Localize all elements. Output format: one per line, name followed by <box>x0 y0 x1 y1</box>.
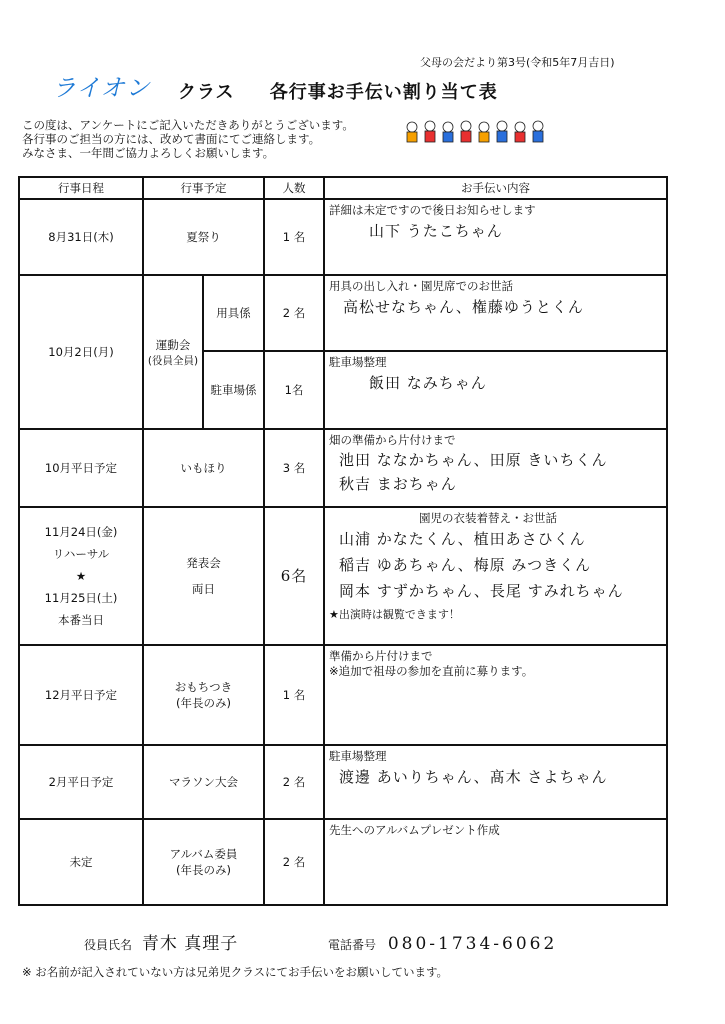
task-description: 駐車場整理 <box>329 355 387 369</box>
task-description: 用具の出し入れ・園児席でのお世話 <box>329 279 513 293</box>
children-illustration-icon <box>402 118 552 152</box>
row-date: 2月平日予定 <box>19 745 143 819</box>
event-sub: (年長のみ) <box>176 863 231 877</box>
handwritten-names: 高松せなちゃん、権藤ゆうとくん <box>343 298 584 316</box>
event-sub: (年長のみ) <box>176 696 231 710</box>
event-sub: 両日 <box>192 582 215 596</box>
intro-line: 各行事のご担当の方には、改めて書面にてご連絡します。 <box>22 132 321 146</box>
event-sub: (役員全員) <box>147 354 199 367</box>
header-date: 行事日程 <box>19 177 143 199</box>
task-description: 園児の衣装着替え・お世話 <box>419 511 557 525</box>
row-date: 10月2日(月) <box>19 275 143 429</box>
row-event <box>143 819 264 905</box>
table-row <box>19 429 667 507</box>
handwritten-names: 渡邊 あいりちゃん、髙木 さよちゃん <box>339 768 608 786</box>
task-description: 準備から片付けまで <box>329 649 433 663</box>
row-event: マラソン大会 <box>143 745 264 819</box>
event-name: おもちつき <box>174 680 233 694</box>
row-date: 8月31日(木) <box>19 199 143 275</box>
table-header-row <box>19 177 667 199</box>
row-role: 用具係 <box>203 275 264 351</box>
row-count: 2 名 <box>264 745 324 819</box>
row-content <box>324 645 667 745</box>
table-row <box>19 275 667 351</box>
header-count: 人数 <box>264 177 324 199</box>
handwritten-names: 岡本 すずかちゃん、長尾 すみれちゃん <box>339 582 624 600</box>
task-description: 先生へのアルバムプレゼント作成 <box>329 823 500 837</box>
phone-number: 080-1734-6062 <box>387 934 558 954</box>
event-name: アルバム委員 <box>169 847 238 861</box>
handwritten-names: 飯田 なみちゃん <box>369 374 487 392</box>
date-line: 本番当日 <box>58 613 104 627</box>
row-count: 1 名 <box>264 199 324 275</box>
task-description: 畑の準備から片付けまで <box>329 433 456 447</box>
row-content <box>324 429 667 507</box>
row-content <box>324 745 667 819</box>
assignment-table <box>18 176 668 906</box>
intro-text <box>22 118 354 160</box>
row-count: 1 名 <box>264 645 324 745</box>
row-event <box>143 275 203 429</box>
row-content <box>324 199 667 275</box>
row-content <box>324 507 667 645</box>
officer-label: 役員氏名 <box>84 938 133 952</box>
date-line: 11月25日(土) <box>44 591 118 605</box>
handwritten-names: 池田 ななかちゃん、田原 きいちくん <box>339 451 608 469</box>
phone-field <box>328 931 557 957</box>
row-content <box>324 275 667 351</box>
row-content <box>324 819 667 905</box>
row-date <box>19 507 143 645</box>
table-row <box>19 645 667 745</box>
row-date: 未定 <box>19 819 143 905</box>
table-row <box>19 745 667 819</box>
row-date: 10月平日予定 <box>19 429 143 507</box>
viewing-note: ★出演時は観覧できます！ <box>329 608 460 621</box>
row-event <box>143 507 264 645</box>
footnote: ※ お名前が記入されていない方は兄弟児クラスにてお手伝いをお願いしています。 <box>22 965 449 979</box>
task-description: 詳細は未定ですので後日お知らせします <box>329 203 536 217</box>
intro-line: この度は、アンケートにご記入いただきありがとうございます。 <box>22 118 354 132</box>
title-text: 各行事お手伝い割り当て表 <box>269 82 498 103</box>
row-date: 12月平日予定 <box>19 645 143 745</box>
task-note: ※追加で祖母の参加を直前に募ります。 <box>329 664 534 678</box>
event-name: 運動会 <box>155 337 191 352</box>
row-event: いもほり <box>143 429 264 507</box>
event-name: 発表会 <box>186 556 221 570</box>
officer-name: 青木 真理子 <box>141 934 239 954</box>
handwritten-names: 山浦 かなたくん、植田あさひくん <box>339 530 586 548</box>
handwritten-names: 秋吉 まおちゃん <box>339 475 457 493</box>
row-event: 夏祭り <box>143 199 264 275</box>
phone-label: 電話番号 <box>328 938 377 952</box>
table-row <box>19 199 667 275</box>
task-description: 駐車場整理 <box>329 749 387 763</box>
table-row <box>19 819 667 905</box>
intro-line: みなさま、一年間ご協力よろしくお願いします。 <box>22 146 275 160</box>
row-count: 2 名 <box>264 275 324 351</box>
handwritten-names: 稲吉 ゆあちゃん、梅原 みつきくん <box>339 556 592 574</box>
row-count: 1名 <box>264 351 324 429</box>
date-line: リハーサル <box>52 547 110 561</box>
date-line: 11月24日(金) <box>44 525 118 539</box>
row-role: 駐車場係 <box>203 351 264 429</box>
row-content <box>324 351 667 429</box>
header-event: 行事予定 <box>143 177 264 199</box>
handwritten-names: 山下 うたこちゃん <box>369 222 503 240</box>
header-content: お手伝い内容 <box>324 177 667 199</box>
page-title <box>178 78 498 104</box>
star-icon: ★ <box>75 569 87 583</box>
row-event <box>143 645 264 745</box>
class-name: ライオン <box>52 74 151 102</box>
officer-field <box>84 931 238 957</box>
newsletter-issue: 父母の会だより第3号(令和5年7月吉日) <box>420 56 615 69</box>
row-count: 3 名 <box>264 429 324 507</box>
row-count: 2 名 <box>264 819 324 905</box>
table-row <box>19 507 667 645</box>
row-count: 6名 <box>264 507 324 645</box>
class-label: クラス <box>178 82 235 103</box>
